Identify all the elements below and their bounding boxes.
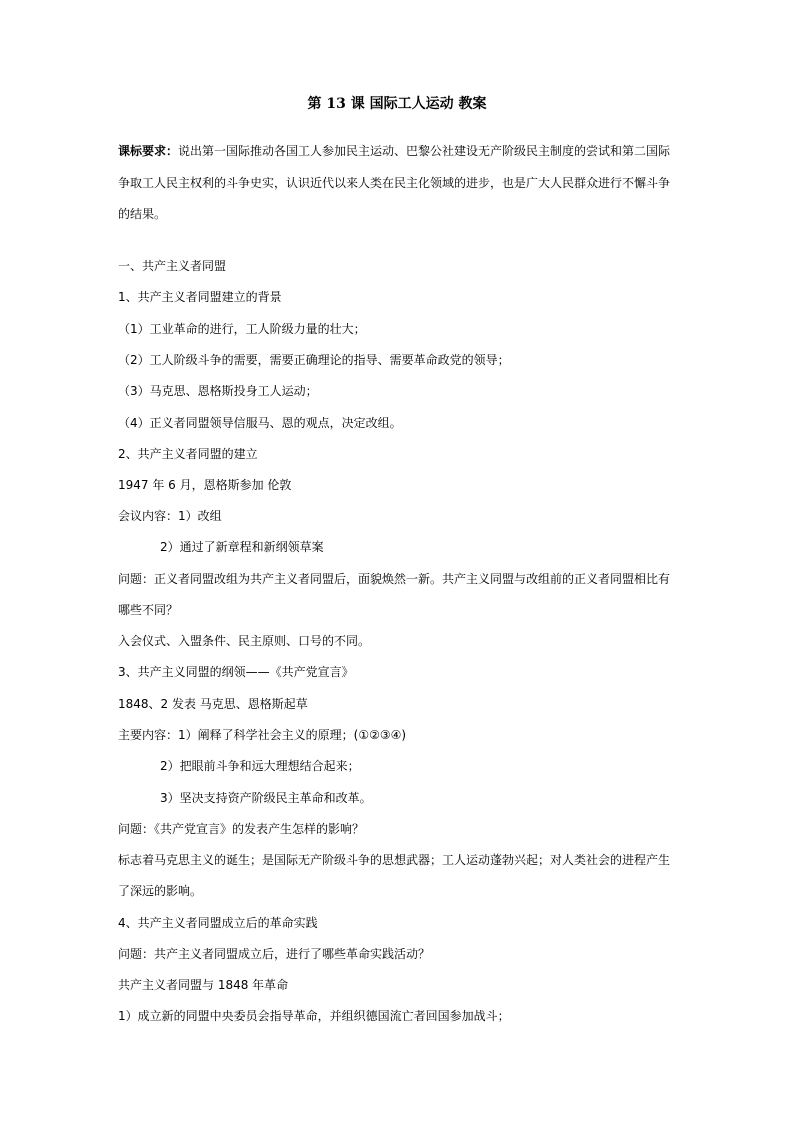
page-title: 第 13 课 国际工人运动 教案 — [307, 96, 487, 112]
requirement-line-1 — [118, 142, 688, 160]
founding-date: 1947 年 6 月，恩格斯参加 伦敦 — [118, 478, 292, 492]
answer-1: 入会仪式、入盟条件、民主原则、口号的不同。 — [118, 634, 371, 648]
question-3: 问题：共产主义者同盟成立后，进行了哪些革命实践活动？ — [118, 947, 431, 961]
requirement-label: 课标要求： — [118, 144, 179, 158]
background-heading: 1、共产主义者同盟建立的背景 — [118, 290, 282, 304]
background-item-4: （4）正义者同盟领导信服马、恩的观点，决定改组。 — [118, 416, 402, 430]
requirement-line-2: 争取工人民主权利的斗争史实，认识近代以来人类在民主化领域的进步，也是广大人民群众进行不懈斗争 — [118, 176, 671, 190]
question-1-line-1: 问题：正义者同盟改组为共产主义者同盟后，面貌焕然一新。共产主义同盟与改组前的正义者同盟相比有 — [118, 572, 671, 586]
question-2: 问题：《共产党宣言》的发表产生怎样的影响？ — [118, 822, 365, 836]
requirement-text-1: 说出第一国际推动各国工人参加民主运动、巴黎公社建设无产阶级民主制度的尝试和第二国际 — [178, 144, 671, 158]
practice-heading: 4、共产主义者同盟成立后的革命实践 — [118, 916, 318, 930]
main-content-3: 3）坚决支持资产阶级民主革命和改革。 — [160, 791, 372, 805]
main-content-1: 主要内容：1）阐释了科学社会主义的原理；(①②③④) — [118, 728, 407, 742]
program-heading: 3、共产主义同盟的纲领——《共产党宣言》 — [118, 665, 354, 679]
meeting-content-1: 会议内容：1）改组 — [118, 509, 222, 523]
background-item-3: （3）马克思、恩格斯投身工人运动； — [118, 384, 318, 398]
section-heading: 一、共产主义者同盟 — [118, 259, 227, 273]
background-item-2: （2）工人阶级斗争的需要，需要正确理论的指导、需要革命政党的领导； — [118, 353, 510, 367]
main-content-2: 2）把眼前斗争和远大理想结合起来； — [160, 759, 360, 773]
background-item-1: （1）工业革命的进行，工人阶级力量的壮大； — [118, 322, 366, 336]
founding-heading: 2、共产主义者同盟的建立 — [118, 447, 258, 461]
meeting-content-2: 2）通过了新章程和新纲领草案 — [160, 540, 324, 554]
program-date: 1848、2 发表 马克思、恩格斯起草 — [118, 697, 308, 711]
revolution-item-1: 1）成立新的同盟中央委员会指导革命，并组织德国流亡者回国参加战斗； — [118, 1009, 510, 1023]
answer-2-line-1: 标志着马克思主义的诞生；是国际无产阶级斗争的思想武器；工人运动蓬勃兴起；对人类社会的进程产生 — [118, 853, 671, 867]
requirement-line-3: 的结果。 — [118, 207, 167, 221]
question-1-line-2: 哪些不同？ — [118, 603, 179, 617]
answer-2-line-2: 了深远的影响。 — [118, 884, 203, 898]
revolution-heading: 共产主义者同盟与 1848 年革命 — [118, 978, 289, 992]
